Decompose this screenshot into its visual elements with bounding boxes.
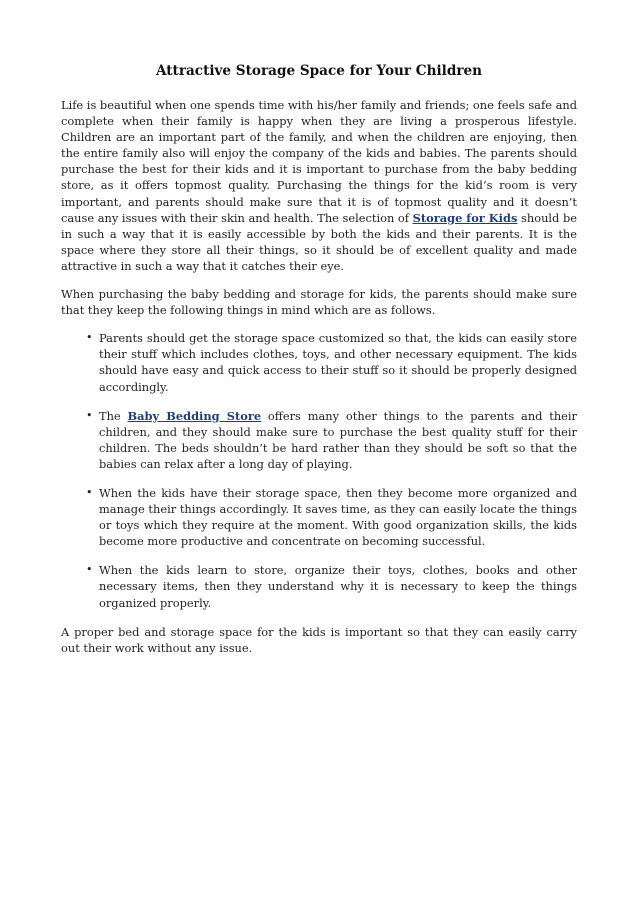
baby-bedding-store-link[interactable]: Baby Bedding Store [127,408,262,423]
list-item [86,485,577,549]
list-item-text: When the kids have their storage space, then they become more organized and manage their things accordingly. It saves time, as they can easily locate the things or toys which they require at the moment. With good organization skills, the kids become more productive and concentrate on becoming successful. [99,485,577,549]
list-item [86,408,578,472]
list-item-text-end: offers many other things to the parents and their children, and they should make sure to purchase the best quality stuff for their children. The beds shouldn’t be hard rather than they should be soft so that the babies can relax after a long day of playing. [99,408,578,471]
list-item-text-start: The [99,408,128,423]
document-title: Attractive Storage Space for Your Children [155,63,483,79]
list-item [86,330,577,394]
bullet-icon: • [86,408,93,422]
list-item-text: Parents should get the storage space customized so that, the kids can easily store their stuff which includes clothes, toys, and other necessary equipment. The kids should have easy and quick access to their stuff so it should be properly designed accordingly. [99,331,577,394]
lead-in-paragraph: When purchasing the baby bedding and storage for kids, the parents should make sure that they keep the following things in mind which are as follows. [61,287,577,318]
tips-list [61,330,577,610]
closing-paragraph: A proper bed and storage space for the kids is important so that they can easily carry out their work without any issue. [61,624,577,655]
list-item [86,562,577,610]
intro-text-start: Life is beautiful when one spends time with his/her family and friends; one feels safe and complete when their family is happy when they are living a prosperous lifestyle. Children are an important part of the family, and when the children are enjoying, then the entire family also will enjoy the company of the kids and babies. The parents should purchase the best for their kids and it is important to purchase from the baby bedding store, as it offers topmost quality. Purchasing the things for the kid’s room is very important, and parents should make sure that it is of topmost quality and it doesn’t cause any issues with their skin and health. The selection of [61,98,577,225]
bullet-icon: • [86,563,93,577]
intro-text-end: should be in such a way that it is easily accessible by both the kids and their parents. It is the space where they store all their things, so it should be of excellent quality and made attractive in such a way that it catches their eye. [61,210,577,273]
bullet-icon: • [86,485,93,499]
storage-for-kids-link[interactable]: Storage for Kids [412,210,518,225]
list-item-text: When the kids learn to store, organize their toys, clothes, books and other necessary items, then they understand why it is necessary to keep the things organized properly. [99,563,577,610]
document-body [61,62,577,668]
intro-paragraph [61,97,577,274]
bullet-icon: • [86,331,93,345]
